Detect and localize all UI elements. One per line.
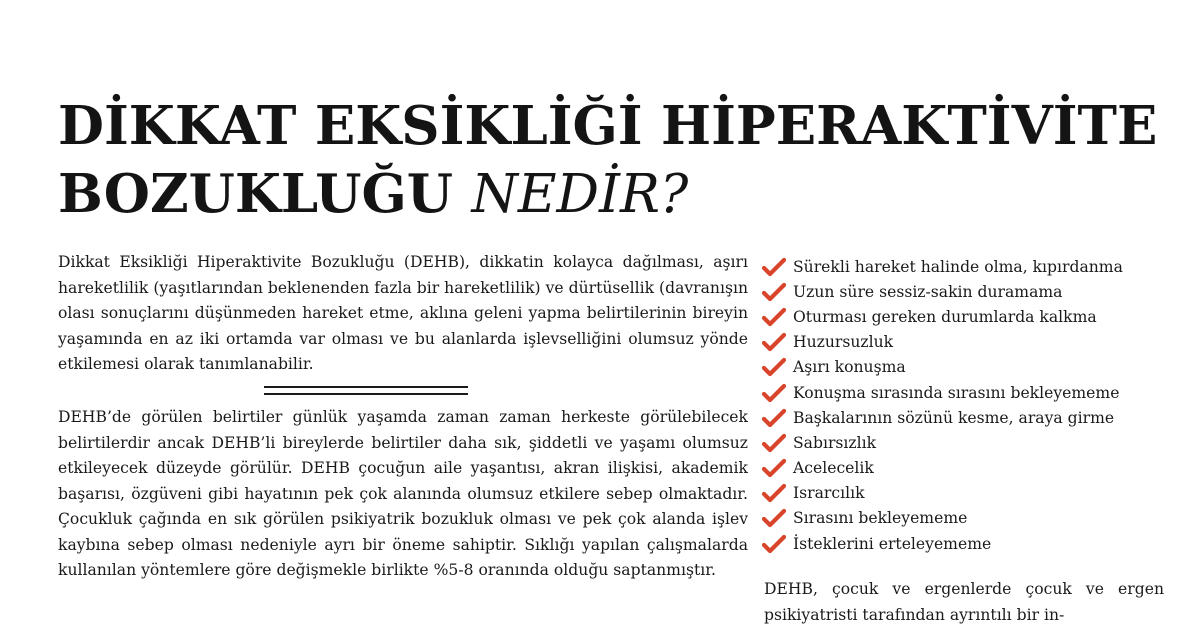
symptom-label: Başkalarının sözünü kesme, araya girme [793,408,1115,427]
checkmark-icon [762,383,786,403]
checkmark-icon [762,357,786,377]
symptom-item [762,531,1182,556]
checkmark-icon [762,332,786,352]
symptom-label: Aşırı konuşma [793,358,906,377]
symptom-item [762,380,1182,405]
symptom-item [762,506,1182,531]
second-paragraph: DEHB’de görülen belirtiler günlük yaşamda zaman zaman herkeste görülebilecek belirtilerdir ancak DEHB’li bireylerde belirtiler daha sık, şiddetli ve yaşamı olumsuz etkileyecek düzeyde görülür. DEHB çocuğun aile yaşantısı, akran ilişkisi, akademik başarısı, özgüveni gibi hayatının pek çok alanında olumsuz etkilere sebep olmaktadır. Çocukluk çağında en sık görülen psikiyatrik bozukluk olması ve pek çok alanda işlev kaybına sebep olması nedeniyle ayrı bir öneme sahiptir. Sıklığı yapılan çalışmalarda kullanılan yöntemlere göre değişmekle birlikte %5-8 oranında olduğu saptanmıştır. [58,408,748,579]
checkmark-icon [762,433,786,453]
symptom-item [762,355,1182,380]
checkmark-icon [762,483,786,503]
checkmark-icon [762,282,786,302]
symptom-item [762,254,1182,279]
checkmark-icon [762,408,786,428]
checkmark-icon [762,458,786,478]
checkmark-icon [762,534,786,554]
closing-paragraph: DEHB, çocuk ve ergenlerde çocuk ve ergen psikiyatristi tarafından ayrıntılı bir in- [764,580,1164,624]
symptom-item [762,481,1182,506]
intro-paragraph: Dikkat Eksikliği Hiperaktivite Bozukluğu (DEHB), dikkatin kolayca dağılması, aşırı hareketlilik (yaşıtlarından beklenenden fazla bir hareketlilik) ve dürtüsellik (davranışın olası sonuçlarını düşünmeden hareket etme, aklına geleni yapma belirtilerinin bireyin yaşamında en az iki ortamda var olması ve bu alanlarda işlevselliğini olumsuz yönde etkilemesi olarak tanımlanabilir. [58,253,748,373]
symptom-label: Huzursuzluk [793,333,894,352]
title-line-1: DİKKAT EKSİKLİĞİ HİPERAKTİVİTE [58,95,1158,157]
symptom-item [762,304,1182,329]
symptom-item [762,279,1182,304]
checkmark-icon [762,257,786,277]
symptom-list [762,254,1182,556]
symptom-label: Oturması gereken durumlarda kalkma [793,307,1097,326]
symptom-label: Israrcılık [793,484,865,503]
title-line-2-italic: NEDİR? [471,164,689,225]
symptom-label: Uzun süre sessiz-sakin duramama [793,282,1063,301]
checkmark-icon [762,307,786,327]
checkmark-icon [762,508,786,528]
symptom-label: İsteklerini erteleyememe [793,534,992,553]
page-title [58,92,1178,229]
symptom-item [762,456,1182,481]
symptom-item [762,330,1182,355]
symptom-label: Acelecelik [793,459,874,478]
symptom-label: Sırasını bekleyememe [793,509,968,528]
title-line-2 [58,160,1178,229]
section-divider [264,386,468,395]
symptom-label: Sabırsızlık [793,433,877,452]
symptom-label: Sürekli hareket halinde olma, kıpırdanma [793,257,1123,276]
symptom-item [762,430,1182,455]
symptom-label: Konuşma sırasında sırasını bekleyememe [793,383,1120,402]
symptom-item [762,405,1182,430]
title-line-2-bold: BOZUKLUĞU [58,163,472,225]
